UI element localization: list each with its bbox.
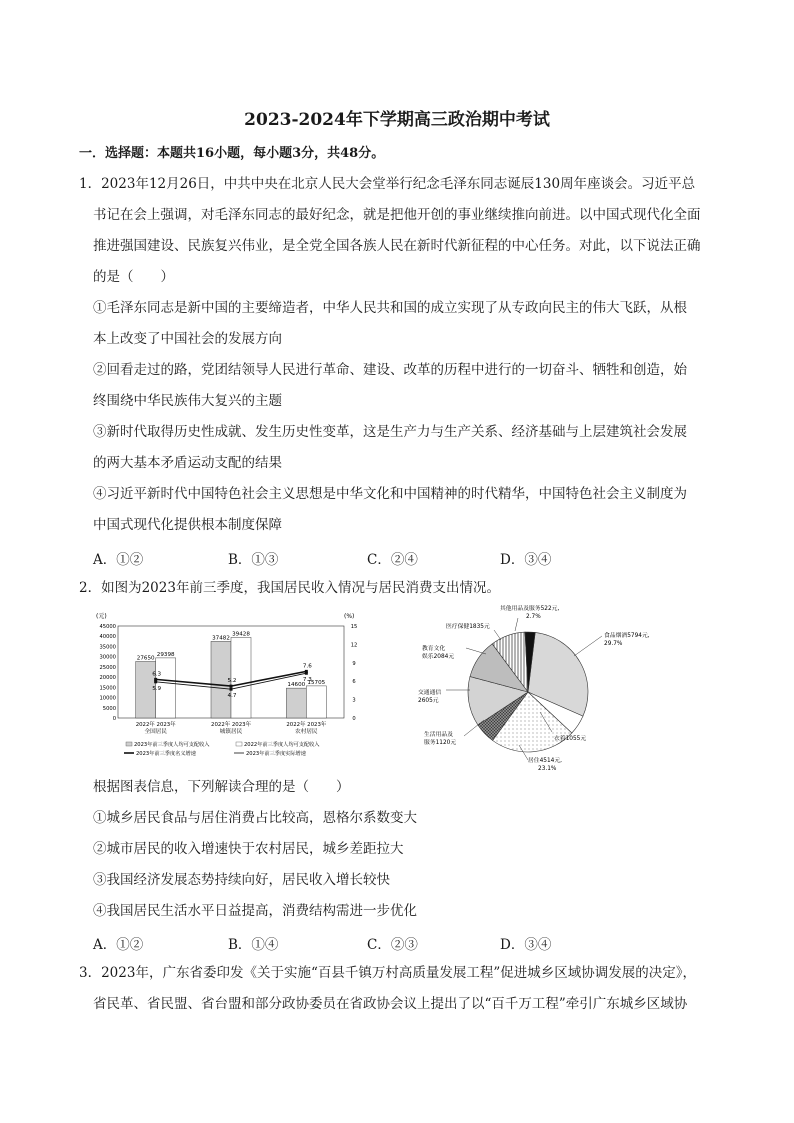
q2-item: ①城乡居民食品与居住消费占比较高，恩格尔系数变大 (93, 810, 417, 826)
q2-option-d[interactable]: D．③④ (500, 937, 552, 953)
y-tick-label: 15000 (99, 685, 116, 692)
pie-label-daily-goods: 生活用品及 (424, 732, 453, 738)
bar-value-label: 29398 (156, 651, 175, 658)
pie-label-other-pct: 2.7% (526, 614, 541, 620)
y2-tick-label: 0 (352, 716, 356, 722)
y-tick-label: 5000 (102, 705, 116, 712)
y2-tick-label: 15 (350, 624, 358, 630)
q1-line: 1．2023年12月26日，中共中央在北京人民大会堂举行纪念毛泽东同志诞辰130周年座谈会。习近平总 (79, 176, 696, 192)
line-marker (230, 688, 233, 691)
bar (306, 686, 326, 718)
pie-label-other: 其他用品及服务522元, (500, 606, 560, 612)
q1-item: ③新时代取得历史性成就、发生历史性变革，这是生产力与生产关系、经济基础与上层建筑社会发展 (93, 424, 687, 440)
q1-item: 终围绕中华民族伟大复兴的主题 (93, 393, 282, 409)
x-category-label: 农村居民 (295, 729, 318, 735)
q3-line: 省民革、省民盟、省台盟和部分政协委员在省政协会议上提出了以“百千万工程”牵引广东城乡区域协 (93, 996, 688, 1012)
bar-value-label: 27650 (136, 655, 155, 662)
q1-item: 中国式现代化提供根本制度保障 (93, 517, 282, 533)
y2-axis-unit: (%) (344, 613, 355, 620)
chart-legend (124, 740, 320, 757)
pie-label-education: 教育文化 (422, 646, 446, 652)
line-value-label: 5.9 (152, 685, 162, 692)
line-value-label: 6.3 (152, 671, 162, 678)
bar-value-label: 37482 (212, 635, 230, 642)
pie-label-clothing: 衣着1055元 (554, 736, 587, 742)
q1-item: ④习近平新时代中国特色社会主义思想是中华文化和中国精神的时代精华，中国特色社会主义制度为 (93, 486, 687, 502)
legend-label: 2023年前三季度人均可支配收入 (134, 742, 210, 748)
q1-item: 本上改变了中国社会的发展方向 (93, 331, 282, 347)
line-value-label: 5.2 (227, 678, 237, 685)
q2-option-a[interactable]: A．①② (93, 937, 144, 953)
y-tick-label: 35000 (99, 644, 116, 651)
q2-prompt: 根据图表信息，下列解读合理的是（ ） (93, 779, 350, 795)
q2-option-b[interactable]: B．①④ (228, 937, 279, 953)
pie-label-transport: 交通通信 (418, 690, 442, 696)
bar (286, 688, 306, 718)
bar-value-label: 15705 (307, 679, 326, 686)
pie-label-food: 食品烟酒5794元, (604, 633, 650, 639)
pie-label-housing-pct: 23.1% (538, 766, 557, 772)
q1-option-d[interactable]: D．③④ (500, 552, 552, 568)
q1-line: 推进强国建设、民族复兴伟业，是全党全国各族人民在新时代新征程的中心任务。对此，以下说法正确 (93, 238, 701, 254)
y2-tick-label: 9 (352, 660, 356, 667)
pie-label-transport-2: 2605元 (418, 698, 439, 704)
line-marker (305, 672, 308, 675)
x-subcategory-label: 2022年 2023年 (135, 722, 176, 728)
line-value-label: 7.3 (302, 677, 312, 684)
pie-label-daily-goods-2: 服务1120元 (424, 740, 457, 746)
bar-value-label: 14600 (287, 682, 306, 689)
line-value-label: 7.6 (302, 663, 312, 670)
x-category-label: 全国居民 (144, 729, 167, 735)
line-marker (154, 680, 157, 683)
q1-option-a[interactable]: A．①② (93, 552, 144, 568)
q1-item: ①毛泽东同志是新中国的主要缔造者，中华人民共和国的成立实现了从专政向民主的伟大飞跃，从根 (93, 300, 687, 316)
q2-item: ③我国经济发展态势持续向好，居民收入增长较快 (93, 872, 390, 888)
q2-item: ②城市居民的收入增速快于农村居民，城乡差距拉大 (93, 841, 404, 857)
x-subcategory-label: 2022年 2023年 (211, 722, 251, 728)
x-subcategory-label: 2022年 2023年 (286, 722, 327, 728)
legend-label: 2023年前三季度实际增速 (246, 751, 306, 757)
y-tick-label: 10000 (99, 695, 116, 702)
line-value-label: 4.7 (227, 693, 237, 700)
y-tick-label: 0 (112, 716, 116, 722)
bar-value-label: 39428 (232, 631, 250, 638)
pie-label-food-pct: 29.7% (604, 641, 623, 647)
y-axis-unit: (元) (96, 613, 107, 620)
pie-label-education-2: 娱乐2084元 (422, 654, 455, 660)
section-heading: 一．选择题：本题共16小题，每小题3分，共48分。 (79, 146, 385, 161)
q1-item: 的两大基本矛盾运动支配的结果 (93, 455, 282, 471)
legend-swatch (236, 742, 242, 746)
pie-label-medical: 医疗保健1835元 (446, 624, 490, 630)
x-category-label: 城镇居民 (219, 729, 243, 735)
exam-title: 2023-2024年下学期高三政治期中考试 (244, 110, 550, 130)
consumption-pie-chart (400, 600, 700, 772)
y2-tick-label: 12 (350, 642, 358, 649)
pie-label-housing: 居住4514元, (528, 758, 562, 764)
y-tick-label: 40000 (99, 634, 116, 641)
q2-item: ④我国居民生活水平日益提高，消费结构需进一步优化 (93, 903, 417, 919)
y2-tick-label: 6 (352, 679, 356, 686)
q1-line: 的是（ ） (93, 269, 174, 285)
q2-stem: 2．如图为2023年前三季度，我国居民收入情况与居民消费支出情况。 (79, 580, 500, 596)
legend-label: 2023年前三季度名义增速 (136, 751, 196, 757)
q3-line: 3．2023年，广东省委印发《关于实施“百县千镇万村高质量发展工程”促进城乡区域协调发展的决定》， (79, 965, 696, 981)
y-tick-label: 25000 (99, 664, 116, 671)
legend-label: 2022年前三季度人均可支配收入 (244, 742, 320, 748)
q2-option-c[interactable]: C．②③ (367, 937, 418, 953)
y-tick-label: 20000 (99, 675, 116, 682)
q1-line: 书记在会上强调，对毛泽东同志的最好纪念，就是把他开创的事业继续推向前进。以中国式现代化全面 (93, 207, 701, 223)
legend-swatch (126, 742, 132, 746)
q1-option-b[interactable]: B．①③ (228, 552, 279, 568)
y-tick-label: 30000 (99, 654, 116, 661)
line-marker (230, 685, 233, 688)
income-chart (88, 608, 370, 768)
q1-option-c[interactable]: C．②④ (367, 552, 418, 568)
y2-tick-label: 3 (352, 697, 356, 704)
y-tick-label: 45000 (99, 624, 116, 630)
q1-item: ②回看走过的路，党团结领导人民进行革命、建设、改革的历程中进行的一切奋斗、牺牲和创造，始 (93, 362, 687, 378)
